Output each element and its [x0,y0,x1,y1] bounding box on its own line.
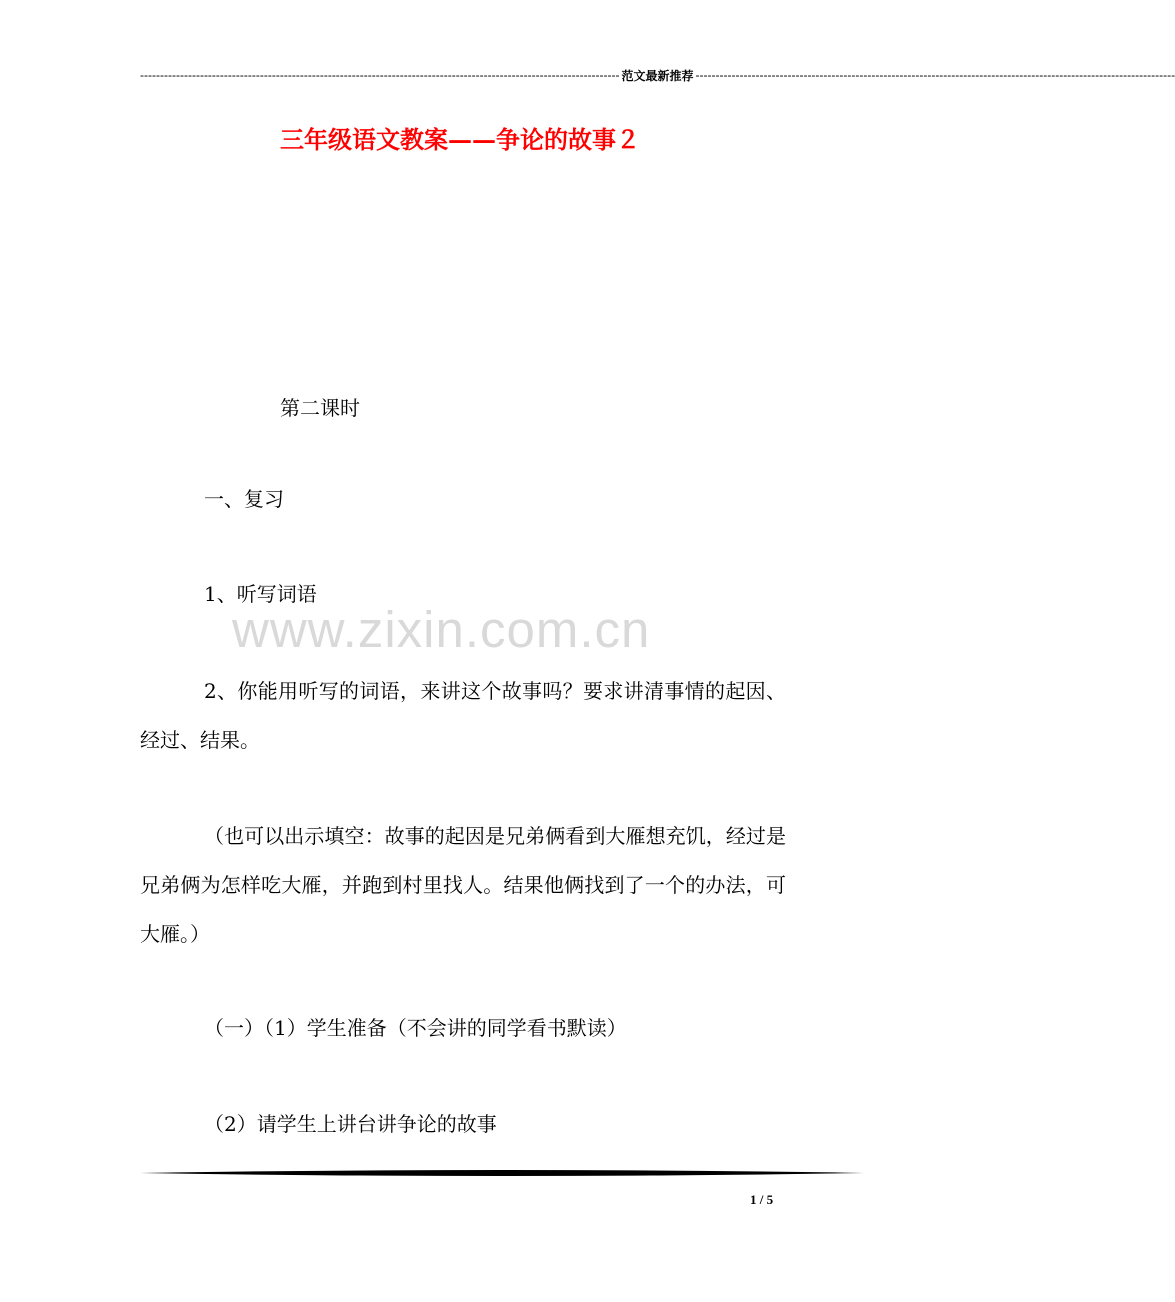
item-retell: 2、你能用听写的词语，来讲这个故事吗？要求讲清事情的起因、经过、结果。 [140,679,786,752]
section-review: 一、复习 [204,487,284,511]
step-prepare: （一）（1）学生准备（不会讲的同学看书默读） [204,1016,627,1040]
fill-in-note: （也可以出示填空：故事的起因是兄弟俩看到大雁想充饥，经过是兄弟俩为怎样吃大雁，并跑到村里找人。结果他俩找到了一个的办法，可大雁。） [140,824,786,946]
header-text: 范文最新推荐 [621,69,694,83]
document-title: 三年级语文教案——争论的故事２ [280,125,640,154]
page-number: 1 / 5 [750,1192,774,1207]
header-dash-right: ------------------------------------------------------------------------------------------------------------------------ [695,68,1175,82]
item-dictation: 1、听写词语 [204,582,317,606]
lesson-period: 第二课时 [280,396,360,420]
footer-divider [140,1166,864,1180]
watermark: www.zixin.com.cn [232,601,651,658]
step-present: （2）请学生上讲台讲争论的故事 [204,1112,497,1136]
header-dash-left: ------------------------------------------------------------------------------------------------------------------------ [140,68,620,82]
page-header [140,66,1175,86]
